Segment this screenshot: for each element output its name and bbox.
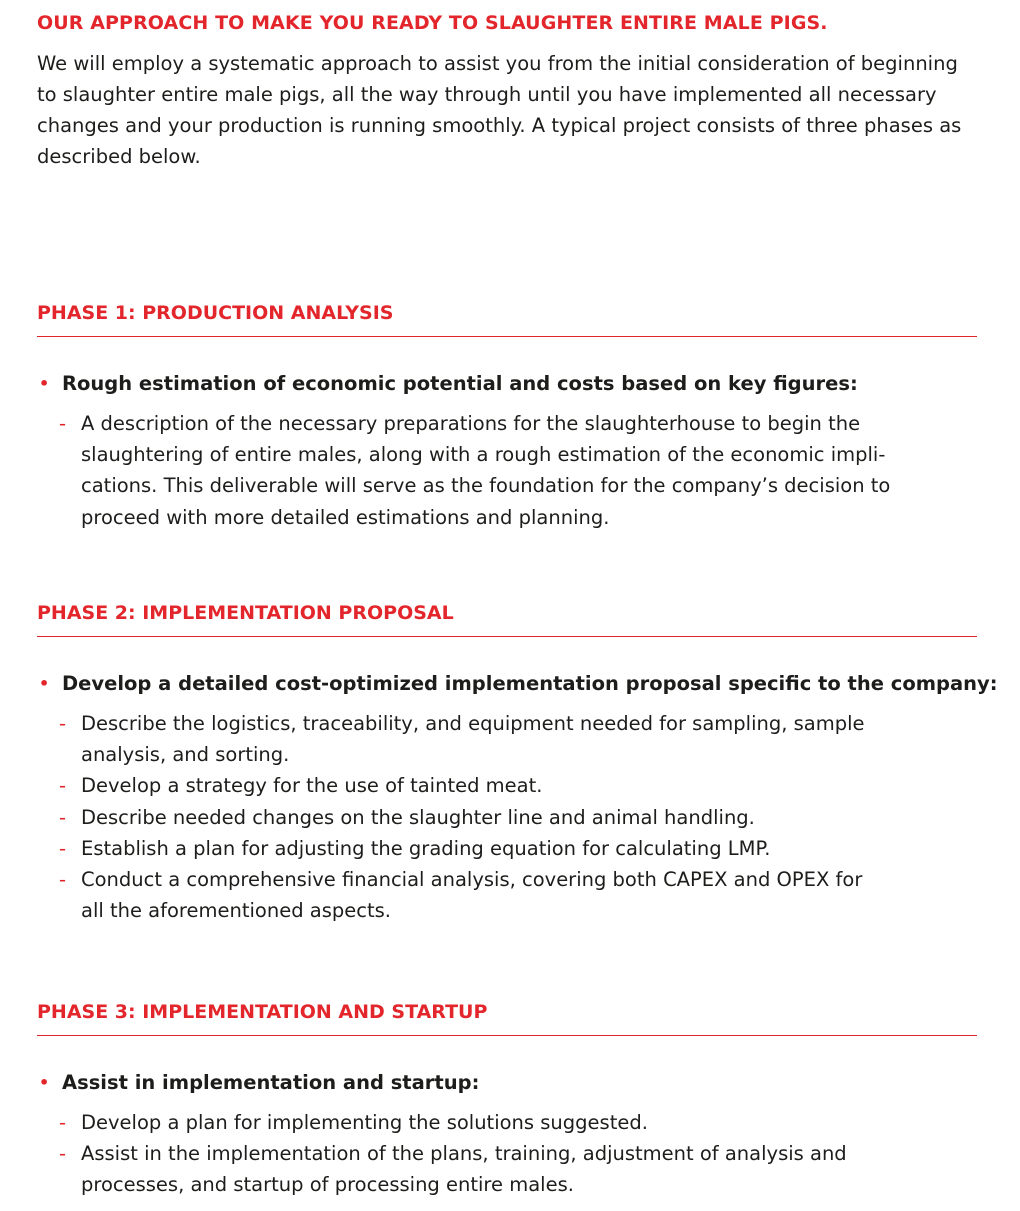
- list-item: [59, 864, 881, 926]
- bullet-icon: •: [39, 374, 50, 393]
- list-item: [59, 1138, 881, 1200]
- list-item: [59, 802, 881, 833]
- phase-1-bullet: [37, 371, 977, 398]
- list-item-text: Develop a strategy for the use of tainted meat.: [81, 774, 543, 798]
- phase-1-section: [37, 300, 977, 533]
- list-item: [59, 833, 881, 864]
- phase-2-item-list: [37, 708, 977, 926]
- phase-2-bullet-text: Develop a detailed cost-optimized implementation proposal specific to the company:: [62, 672, 998, 695]
- dash-icon: -: [59, 868, 67, 892]
- dash-icon: -: [59, 1111, 67, 1134]
- dash-icon: -: [59, 805, 67, 829]
- list-item-text: Develop a plan for implementing the solutions suggested.: [81, 1111, 648, 1134]
- list-item: [59, 708, 881, 770]
- bullet-icon: •: [39, 674, 50, 693]
- list-item-text: Conduct a comprehensive financial analysis, covering both CAPEX and OPEX for all the aforementioned aspects.: [81, 868, 863, 923]
- phase-1-heading: PHASE 1: PRODUCTION ANALYSIS: [37, 302, 394, 324]
- phase-2-divider: [37, 636, 977, 637]
- phase-3-divider: [37, 1035, 977, 1036]
- dash-icon: -: [59, 712, 67, 735]
- list-item-text: Assist in the implementation of the plans, training, adjustment of analysis and processes, and startup of processing entire males.: [81, 1142, 847, 1197]
- phase-3-bullet-text: Assist in implementation and startup:: [62, 1071, 480, 1094]
- phase-3-item-list: [37, 1107, 977, 1201]
- phase-2-section: [37, 600, 998, 926]
- list-item: [59, 408, 951, 533]
- phase-3-section: [37, 999, 977, 1201]
- list-item-text: A description of the necessary preparations for the slaughterhouse to begin the slaughtering of entire males, along with a rough estimation of the economic impli-cations. This deliverable will serve as the foundation for the company’s decision to proceed with more detailed estimations and planning.: [81, 412, 891, 529]
- list-item: [59, 770, 881, 801]
- phase-3-bullet: [37, 1070, 977, 1097]
- phase-3-heading: PHASE 3: IMPLEMENTATION AND STARTUP: [37, 1001, 488, 1023]
- phase-1-divider: [37, 336, 977, 337]
- page-title: OUR APPROACH TO MAKE YOU READY TO SLAUGHTER ENTIRE MALE PIGS.: [37, 12, 828, 34]
- phase-2-heading: PHASE 2: IMPLEMENTATION PROPOSAL: [37, 602, 454, 624]
- list-item: [59, 1107, 881, 1138]
- phase-2-bullet: [37, 671, 998, 698]
- list-item-text: Describe the logistics, traceability, and equipment needed for sampling, sample analysis, and sorting.: [81, 712, 865, 767]
- list-item-text: Describe needed changes on the slaughter line and animal handling.: [81, 805, 755, 829]
- phase-1-item-list: [37, 408, 977, 533]
- dash-icon: -: [59, 836, 67, 860]
- bullet-icon: •: [39, 1073, 50, 1092]
- dash-icon: -: [59, 1142, 67, 1166]
- dash-icon: -: [59, 412, 67, 435]
- dash-icon: -: [59, 774, 67, 798]
- phase-1-bullet-text: Rough estimation of economic potential and costs based on key figures:: [62, 372, 858, 395]
- list-item-text: Establish a plan for adjusting the grading equation for calculating LMP.: [81, 836, 771, 860]
- intro-paragraph: We will employ a systematic approach to assist you from the initial consideration of beginning to slaughter entire male pigs, all the way through until you have implemented all necessary changes and your production is running smoothly. A typical project consists of three phases as described below.: [37, 52, 962, 168]
